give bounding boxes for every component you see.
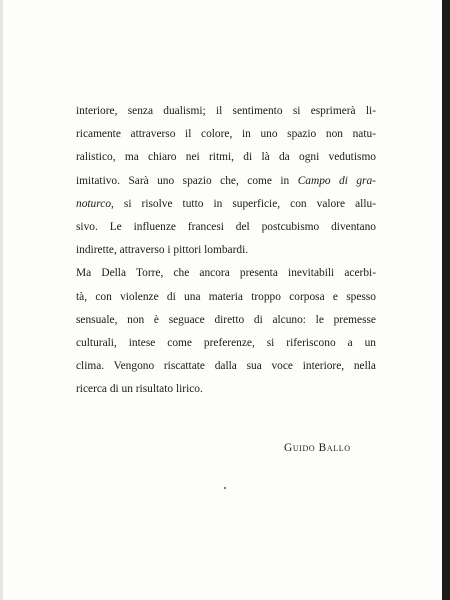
- text-line-5: noturco, si risolve tutto in superficie, con valore allu-: [76, 197, 376, 210]
- text-line-11: culturali, intese come preferenze, si riferiscono a un: [76, 336, 376, 349]
- text-line-4: imitativo. Sarà uno spazio che, come in Campo di gra-: [76, 174, 376, 187]
- text-line-9: tà, con violenze di una materia troppo corposa e spesso: [76, 290, 376, 303]
- text-line-12: clima. Vengono riscattate dalla sua voce interiore, nella: [76, 360, 376, 373]
- book-title-italic: Campo di gra-: [297, 174, 376, 187]
- text-line-1: interiore, senza dualismi; il sentimento si esprimerà li-: [76, 105, 376, 117]
- book-title-italic: noturco: [76, 197, 112, 210]
- text-line-10: sensuale, non è seguace diretto di alcuno: le premesse: [76, 313, 376, 326]
- page-edge-border: [442, 0, 450, 600]
- speck-mark: [224, 487, 226, 489]
- text-line-6: sivo. Le influenze francesi del postcubismo diventano: [76, 220, 376, 233]
- text-line-3: ralistico, ma chiaro nei ritmi, di là da ogni vedutismo: [76, 151, 376, 164]
- text-line-7: indirette, attraverso i pittori lombardi.: [76, 244, 249, 257]
- author-signature: Guido Ballo: [284, 442, 351, 454]
- body-text: [76, 100, 376, 401]
- text-line-2: ricamente attraverso il colore, in uno spazio non natu-: [76, 128, 376, 141]
- text-line-8: Ma Della Torre, che ancora presenta inevitabili acerbi-: [76, 267, 376, 280]
- text-line-13: ricerca di un risultato lirico.: [76, 383, 203, 396]
- page-left-shadow: [0, 0, 3, 600]
